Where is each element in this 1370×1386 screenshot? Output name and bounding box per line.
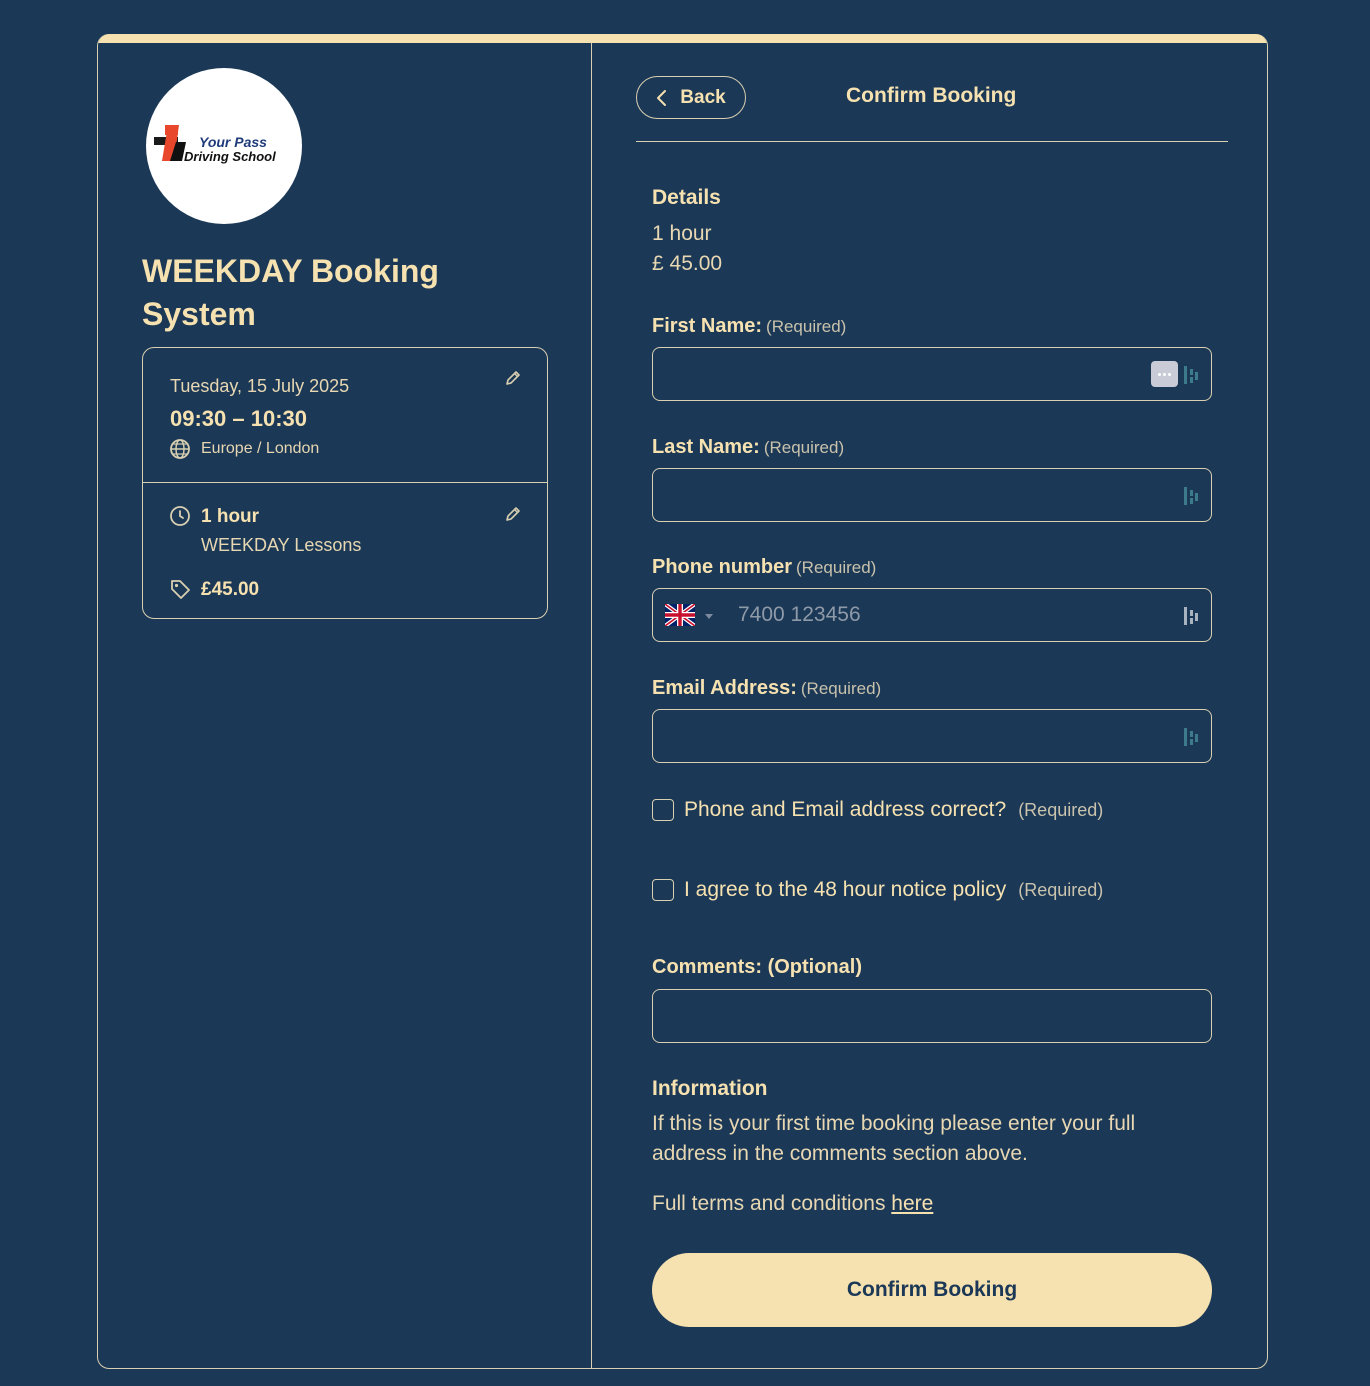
logo-mark-icon — [146, 68, 302, 224]
first-name-required: (Required) — [766, 317, 847, 336]
header-divider — [636, 141, 1228, 142]
confirm-booking-button[interactable]: Confirm Booking — [652, 1253, 1212, 1327]
terms-line — [652, 1192, 933, 1216]
summary-date: Tuesday, 15 July 2025 — [170, 376, 350, 396]
policy-agree-required: (Required) — [1018, 879, 1104, 900]
last-name-label-text: Last Name: — [652, 436, 760, 458]
password-manager-icon[interactable] — [1183, 605, 1199, 627]
panel-divider — [591, 43, 592, 1368]
last-name-label — [652, 436, 844, 459]
back-button[interactable] — [636, 76, 746, 119]
summary-timezone: Europe / London — [201, 440, 320, 457]
details-price: £ 45.00 — [652, 252, 723, 275]
booking-summary — [142, 347, 548, 619]
policy-agree-label: I agree to the 48 hour notice policy — [684, 878, 1007, 901]
globe-icon — [169, 438, 191, 460]
summary-time: 09:30 – 10:30 — [170, 406, 307, 431]
phone-label-text: Phone number — [652, 556, 793, 578]
first-name-label — [652, 315, 846, 338]
comments-label: Comments: (Optional) — [652, 956, 862, 978]
contact-confirm-checkbox[interactable] — [652, 799, 674, 821]
phone-label — [652, 556, 876, 579]
card-top-accent — [98, 34, 1267, 43]
first-name-field[interactable] — [652, 347, 1212, 401]
information-text: If this is your first time booking please enter your full address in the comments section above. — [652, 1112, 1136, 1165]
email-label-text: Email Address: — [652, 677, 797, 699]
terms-link[interactable]: here — [891, 1192, 934, 1215]
email-required: (Required) — [800, 679, 882, 698]
price-tag-icon — [169, 578, 191, 600]
school-logo — [146, 68, 302, 224]
country-dropdown-caret-icon[interactable] — [705, 614, 713, 619]
first-name-label-text: First Name: — [652, 315, 763, 337]
clock-icon — [169, 505, 191, 527]
summary-separator — [143, 482, 547, 483]
email-label — [652, 677, 881, 700]
chevron-left-icon — [656, 89, 668, 107]
back-label: Back — [680, 86, 726, 108]
contact-confirm-label: Phone and Email address correct? — [684, 798, 1007, 821]
logo-line1: Your Pass — [199, 134, 267, 150]
last-name-required: (Required) — [763, 438, 845, 457]
phone-field[interactable] — [652, 588, 1212, 642]
phone-placeholder: 7400 123456 — [738, 603, 861, 626]
summary-lesson-type: WEEKDAY Lessons — [201, 535, 362, 555]
booking-card — [97, 34, 1268, 1369]
policy-agree-row[interactable] — [652, 878, 1103, 902]
autofill-button[interactable] — [1151, 361, 1178, 387]
event-title: WEEKDAY Booking System — [142, 253, 439, 332]
summary-duration: 1 hour — [201, 506, 260, 527]
password-manager-icon[interactable] — [1183, 485, 1199, 507]
terms-prefix: Full terms and conditions — [652, 1192, 892, 1215]
gb-flag-icon[interactable] — [665, 604, 695, 626]
policy-agree-checkbox[interactable] — [652, 879, 674, 901]
edit-service-icon[interactable] — [503, 504, 523, 524]
email-field[interactable] — [652, 709, 1212, 763]
last-name-field[interactable] — [652, 468, 1212, 522]
summary-price: £45.00 — [201, 579, 260, 600]
password-manager-icon[interactable] — [1183, 726, 1199, 748]
contact-confirm-required: (Required) — [1018, 799, 1104, 820]
details-duration: 1 hour — [652, 222, 712, 245]
contact-confirm-row[interactable] — [652, 798, 1103, 822]
edit-datetime-icon[interactable] — [503, 368, 523, 388]
details-title: Details — [652, 186, 721, 209]
password-manager-icon[interactable] — [1183, 364, 1199, 386]
page-title: Confirm Booking — [846, 84, 1017, 107]
phone-required: (Required) — [796, 558, 877, 577]
logo-line2: Driving School — [184, 149, 276, 164]
information-title: Information — [652, 1077, 768, 1100]
comments-field[interactable] — [652, 989, 1212, 1043]
